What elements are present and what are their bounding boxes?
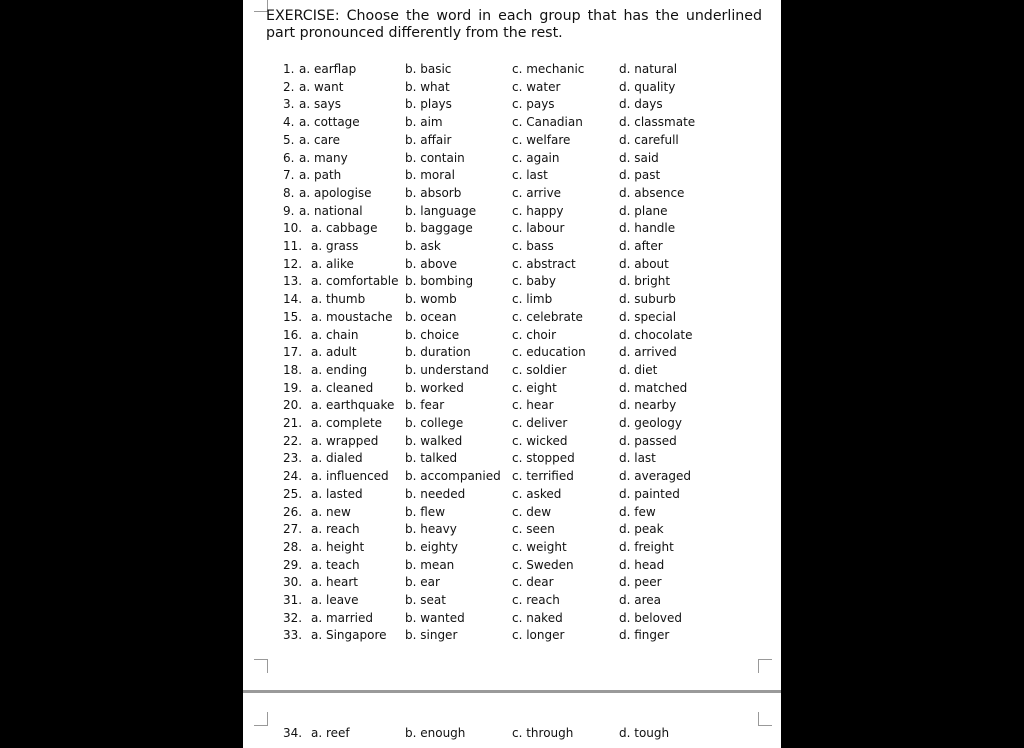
option-d: d. head: [619, 557, 665, 572]
question-number: 23.: [283, 451, 303, 466]
option-c: c. last: [512, 168, 548, 183]
option-d: d. about: [619, 256, 669, 271]
question-number: 6.: [283, 150, 295, 165]
question-number: 14.: [283, 292, 303, 307]
option-c: c. dew: [512, 504, 552, 519]
question-number: 22.: [283, 433, 303, 448]
option-d: d. peer: [619, 575, 662, 590]
question-number: 11.: [283, 239, 303, 253]
question-number: 20.: [283, 398, 303, 413]
option-d: d. finger: [619, 628, 670, 643]
option-c: c. deliver: [512, 416, 568, 430]
option-a: a. grass: [311, 239, 359, 253]
option-b: b. ear: [405, 575, 440, 590]
option-c: c. again: [512, 150, 560, 165]
option-c: c. soldier: [512, 362, 567, 377]
option-c: c. through: [512, 726, 574, 740]
question-number: 5.: [283, 132, 295, 147]
option-d: d. quality: [619, 79, 676, 94]
option-a: a. comfortable: [311, 274, 399, 289]
option-c: c. welfare: [512, 132, 571, 147]
option-c: c. labour: [512, 221, 565, 236]
option-c: c. baby: [512, 274, 556, 289]
option-a: a. path: [299, 168, 342, 183]
option-d: d. days: [619, 97, 663, 112]
page-corner-mark: [758, 712, 772, 726]
question-number: 28.: [283, 539, 303, 554]
option-a: a. moustache: [311, 309, 393, 324]
option-b: b. what: [405, 79, 450, 94]
option-b: b. seat: [405, 593, 446, 607]
option-a: a. lasted: [311, 486, 363, 501]
option-b: b. womb: [405, 292, 457, 307]
option-a: a. cleaned: [311, 380, 374, 395]
question-number: 18.: [283, 362, 303, 377]
question-number: 17.: [283, 345, 303, 360]
question-number: 1.: [283, 62, 295, 76]
option-a: a. care: [299, 132, 340, 147]
option-b: b. understand: [405, 362, 489, 377]
exercise-title: EXERCISE: Choose the word in each group that has the underlined part pronounced differently from the rest.: [266, 8, 762, 41]
option-d: d. suburb: [619, 292, 676, 307]
option-a: a. Singapore: [311, 628, 387, 643]
option-a: a. ending: [311, 362, 368, 377]
question-number: 7.: [283, 168, 295, 183]
option-d: d. nearby: [619, 398, 677, 413]
option-c: c. seen: [512, 522, 555, 537]
option-b: b. ocean: [405, 309, 457, 324]
question-number: 9.: [283, 203, 295, 218]
option-a: a. thumb: [311, 292, 366, 307]
option-d: d. peak: [619, 522, 664, 537]
question-number: 12.: [283, 256, 303, 271]
option-b: b. choice: [405, 327, 460, 342]
option-b: b. moral: [405, 168, 455, 183]
option-d: d. natural: [619, 62, 678, 76]
option-b: b. above: [405, 256, 458, 271]
option-d: d. said: [619, 150, 659, 165]
page-corner-mark: [254, 659, 268, 673]
option-c: c. Sweden: [512, 557, 574, 572]
question-number: 16.: [283, 327, 303, 342]
option-c: c. Canadian: [512, 115, 583, 130]
option-c: c. longer: [512, 628, 565, 643]
question-number: 29.: [283, 557, 303, 572]
option-a: a. apologise: [299, 185, 372, 200]
option-d: d. bright: [619, 274, 671, 289]
option-b: b. duration: [405, 345, 471, 360]
option-c: c. eight: [512, 380, 557, 395]
option-b: b. bombing: [405, 274, 474, 289]
option-d: d. diet: [619, 362, 658, 377]
option-a: a. height: [311, 539, 365, 554]
option-b: b. heavy: [405, 522, 457, 537]
page-corner-mark: [758, 659, 772, 673]
option-b: b. talked: [405, 451, 458, 466]
question-number: 32.: [283, 610, 303, 625]
question-number: 15.: [283, 309, 303, 324]
question-number: 4.: [283, 115, 295, 130]
option-a: a. national: [299, 203, 363, 218]
option-c: c. dear: [512, 575, 554, 590]
option-a: a. wrapped: [311, 433, 379, 448]
option-c: c. wicked: [512, 433, 568, 448]
option-c: c. celebrate: [512, 309, 583, 324]
option-a: a. teach: [311, 557, 360, 572]
option-d: d. beloved: [619, 610, 683, 625]
option-a: a. new: [311, 504, 351, 519]
option-d: d. last: [619, 451, 656, 466]
option-d: d. geology: [619, 416, 682, 430]
option-c: c. choir: [512, 327, 557, 342]
option-c: c. mechanic: [512, 62, 585, 76]
question-number: 24.: [283, 469, 303, 484]
option-d: d. chocolate: [619, 327, 693, 342]
option-b: b. aim: [405, 115, 443, 130]
option-b: b. affair: [405, 132, 452, 147]
option-a: a. cottage: [299, 115, 360, 130]
question-number: 3.: [283, 97, 295, 112]
option-c: c. terrified: [512, 469, 574, 484]
option-a: a. want: [299, 79, 344, 94]
option-d: d. past: [619, 168, 661, 183]
option-a: a. married: [311, 610, 374, 625]
option-d: d. matched: [619, 380, 688, 395]
option-b: b. flew: [405, 504, 446, 519]
option-d: d. classmate: [619, 115, 696, 130]
option-a: a. adult: [311, 345, 357, 360]
option-b: b. accompanied: [405, 469, 501, 484]
option-b: b. fear: [405, 398, 445, 413]
option-c: c. hear: [512, 398, 554, 413]
page-corner-mark: [254, 712, 268, 726]
question-number: 33.: [283, 628, 303, 643]
option-d: d. plane: [619, 203, 668, 218]
option-b: b. needed: [405, 486, 466, 501]
option-d: d. painted: [619, 486, 680, 501]
option-d: d. tough: [619, 726, 670, 740]
option-c: c. bass: [512, 239, 554, 253]
option-a: a. heart: [311, 575, 358, 590]
option-d: d. few: [619, 504, 656, 519]
option-d: d. freight: [619, 539, 674, 554]
option-b: b. eighty: [405, 539, 458, 554]
option-c: c. education: [512, 345, 586, 360]
option-c: c. limb: [512, 292, 553, 307]
option-b: b. college: [405, 416, 464, 430]
question-number: 27.: [283, 522, 303, 537]
option-b: b. singer: [405, 628, 458, 643]
option-a: a. earflap: [299, 62, 357, 76]
option-a: a. influenced: [311, 469, 389, 484]
option-a: a. leave: [311, 593, 359, 607]
option-d: d. after: [619, 239, 663, 253]
option-a: a. complete: [311, 416, 383, 430]
option-d: d. arrived: [619, 345, 677, 360]
option-a: a. reach: [311, 522, 360, 537]
option-b: b. wanted: [405, 610, 465, 625]
option-b: b. language: [405, 203, 477, 218]
option-b: b. ask: [405, 239, 441, 253]
option-d: d. passed: [619, 433, 677, 448]
option-a: a. many: [299, 150, 348, 165]
option-b: b. absorb: [405, 185, 462, 200]
option-a: a. says: [299, 97, 341, 112]
question-number: 31.: [283, 593, 303, 607]
question-number: 34.: [283, 726, 303, 740]
option-b: b. mean: [405, 557, 455, 572]
option-c: c. stopped: [512, 451, 575, 466]
option-b: b. contain: [405, 150, 465, 165]
option-a: a. reef: [311, 726, 350, 740]
option-a: a. cabbage: [311, 221, 378, 236]
option-c: c. naked: [512, 610, 563, 625]
option-c: c. happy: [512, 203, 564, 218]
option-d: d. handle: [619, 221, 676, 236]
question-number: 26.: [283, 504, 303, 519]
option-a: a. chain: [311, 327, 359, 342]
option-a: a. earthquake: [311, 398, 395, 413]
option-d: d. absence: [619, 185, 685, 200]
option-c: c. pays: [512, 97, 555, 112]
option-b: b. walked: [405, 433, 463, 448]
question-number: 13.: [283, 274, 303, 289]
option-a: a. dialed: [311, 451, 363, 466]
option-c: c. abstract: [512, 256, 576, 271]
question-number: 8.: [283, 185, 295, 200]
option-a: a. alike: [311, 256, 354, 271]
option-b: b. baggage: [405, 221, 473, 236]
question-number: 10.: [283, 221, 303, 236]
option-d: d. special: [619, 309, 677, 324]
option-c: c. water: [512, 79, 561, 94]
question-number: 30.: [283, 575, 303, 590]
option-b: b. enough: [405, 726, 466, 740]
option-c: c. reach: [512, 593, 560, 607]
option-d: d. area: [619, 593, 662, 607]
question-number: 19.: [283, 380, 303, 395]
question-number: 25.: [283, 486, 303, 501]
option-c: c. asked: [512, 486, 562, 501]
option-d: d. averaged: [619, 469, 691, 484]
option-d: d. carefull: [619, 132, 679, 147]
option-b: b. basic: [405, 62, 452, 76]
question-number: 21.: [283, 416, 303, 430]
option-b: b. worked: [405, 380, 464, 395]
question-number: 2.: [283, 79, 295, 94]
option-b: b. plays: [405, 97, 452, 112]
option-c: c. weight: [512, 539, 567, 554]
option-c: c. arrive: [512, 185, 562, 200]
